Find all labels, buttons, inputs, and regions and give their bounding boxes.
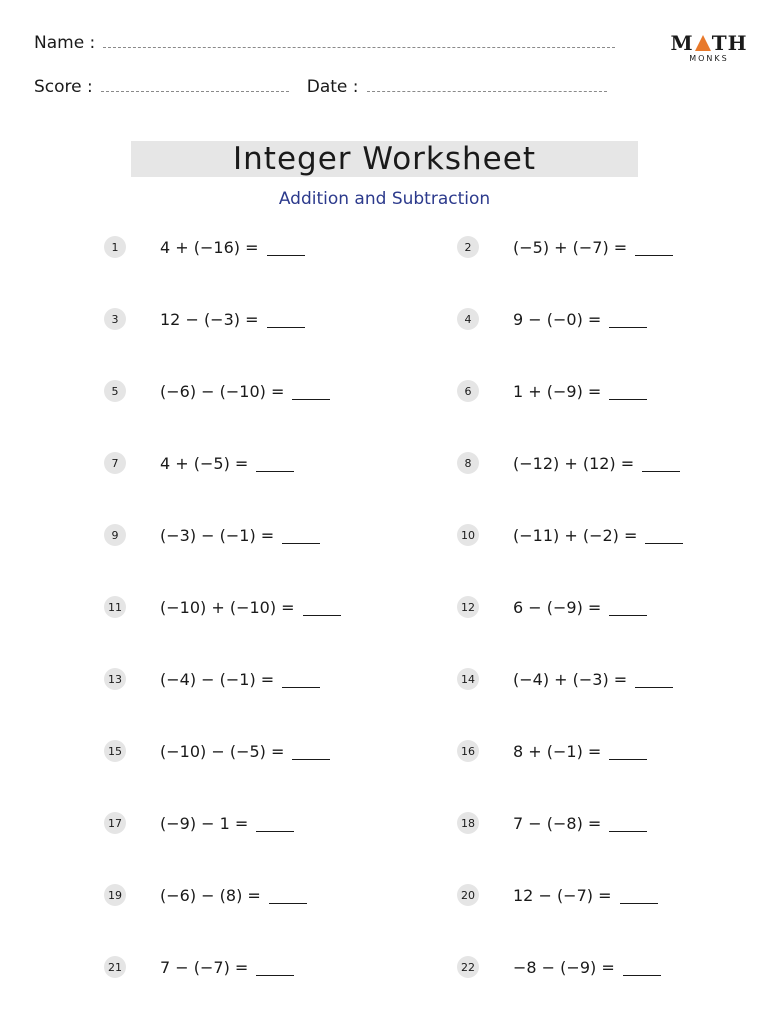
problem-expression: 12 − (−3) = (160, 309, 259, 329)
problem-item (457, 666, 673, 692)
answer-blank[interactable] (292, 743, 330, 760)
date-input-line[interactable] (367, 91, 607, 92)
name-label: Name : (34, 33, 96, 53)
date-label: Date : (306, 77, 359, 97)
problem-expression: (−9) − 1 = (160, 813, 249, 833)
problem-number: 12 (457, 596, 479, 618)
problem-number: 17 (104, 812, 126, 834)
problem-item (457, 954, 661, 980)
answer-blank[interactable] (635, 239, 673, 256)
problem-expression: (−3) − (−1) = (160, 525, 275, 545)
name-input-line[interactable] (103, 47, 615, 48)
logo-wordmark (670, 31, 748, 55)
problem-expression: (−5) + (−7) = (513, 237, 628, 257)
problem-number: 20 (457, 884, 479, 906)
problem-item (104, 882, 307, 908)
answer-blank[interactable] (267, 311, 305, 328)
problem-expression: 4 + (−5) = (160, 453, 249, 473)
problem-expression: (−11) + (−2) = (513, 525, 638, 545)
answer-blank[interactable] (269, 887, 307, 904)
answer-blank[interactable] (282, 527, 320, 544)
problem-expression: 7 − (−8) = (513, 813, 602, 833)
problem-expression: 6 − (−9) = (513, 597, 602, 617)
answer-blank[interactable] (609, 311, 647, 328)
problem-item (457, 594, 647, 620)
problem-expression: 1 + (−9) = (513, 381, 602, 401)
problem-number: 8 (457, 452, 479, 474)
problem-number: 21 (104, 956, 126, 978)
problem-item (104, 954, 294, 980)
problem-number: 2 (457, 236, 479, 258)
answer-blank[interactable] (256, 815, 294, 832)
problem-number: 4 (457, 308, 479, 330)
problem-number: 18 (457, 812, 479, 834)
problem-item (457, 234, 673, 260)
score-date-field (34, 77, 607, 97)
title-banner (131, 141, 638, 177)
problem-item (104, 666, 320, 692)
problem-expression: (−6) − (8) = (160, 885, 261, 905)
problem-item (104, 378, 330, 404)
problem-expression: (−4) + (−3) = (513, 669, 628, 689)
problem-number: 22 (457, 956, 479, 978)
problem-expression: (−4) − (−1) = (160, 669, 275, 689)
logo-right-text: TH (711, 31, 748, 55)
problem-number: 19 (104, 884, 126, 906)
answer-blank[interactable] (609, 599, 647, 616)
problem-expression: (−10) − (−5) = (160, 741, 285, 761)
problem-item (457, 882, 658, 908)
problem-item (104, 306, 305, 332)
problem-expression: 9 − (−0) = (513, 309, 602, 329)
problem-item (457, 450, 680, 476)
problem-expression: (−10) + (−10) = (160, 597, 295, 617)
answer-blank[interactable] (623, 959, 661, 976)
problem-item (457, 306, 647, 332)
page-title: Integer Worksheet (233, 141, 536, 177)
problem-number: 1 (104, 236, 126, 258)
mathmonks-logo (670, 31, 748, 63)
problem-number: 16 (457, 740, 479, 762)
problem-number: 13 (104, 668, 126, 690)
problem-expression: 4 + (−16) = (160, 237, 259, 257)
score-label: Score : (34, 77, 93, 97)
problem-number: 10 (457, 524, 479, 546)
problem-item (457, 522, 683, 548)
problem-expression: 12 − (−7) = (513, 885, 612, 905)
problem-expression: (−12) + (12) = (513, 453, 635, 473)
problem-number: 5 (104, 380, 126, 402)
problem-item (457, 378, 647, 404)
problem-number: 6 (457, 380, 479, 402)
problem-item (104, 594, 341, 620)
problem-expression: 7 − (−7) = (160, 957, 249, 977)
answer-blank[interactable] (292, 383, 330, 400)
problem-item (104, 234, 305, 260)
answer-blank[interactable] (609, 383, 647, 400)
problem-number: 11 (104, 596, 126, 618)
problem-number: 7 (104, 452, 126, 474)
answer-blank[interactable] (267, 239, 305, 256)
problem-item (104, 450, 294, 476)
answer-blank[interactable] (282, 671, 320, 688)
answer-blank[interactable] (256, 959, 294, 976)
score-input-line[interactable] (101, 91, 289, 92)
problem-expression: 8 + (−1) = (513, 741, 602, 761)
problem-number: 9 (104, 524, 126, 546)
problem-number: 15 (104, 740, 126, 762)
problem-item (104, 522, 320, 548)
page-subtitle: Addition and Subtraction (278, 189, 491, 209)
logo-left-text: M (670, 31, 694, 55)
problem-item (457, 810, 647, 836)
answer-blank[interactable] (609, 815, 647, 832)
problem-number: 14 (457, 668, 479, 690)
triangle-icon (695, 35, 711, 51)
problem-item (457, 738, 647, 764)
problem-expression: (−6) − (−10) = (160, 381, 285, 401)
answer-blank[interactable] (642, 455, 680, 472)
answer-blank[interactable] (645, 527, 683, 544)
problem-item (104, 810, 294, 836)
answer-blank[interactable] (303, 599, 341, 616)
answer-blank[interactable] (256, 455, 294, 472)
problem-item (104, 738, 330, 764)
answer-blank[interactable] (609, 743, 647, 760)
answer-blank[interactable] (620, 887, 658, 904)
problem-expression: −8 − (−9) = (513, 957, 615, 977)
name-field (34, 33, 615, 53)
problem-number: 3 (104, 308, 126, 330)
answer-blank[interactable] (635, 671, 673, 688)
logo-subtext: MONKS (689, 54, 729, 63)
